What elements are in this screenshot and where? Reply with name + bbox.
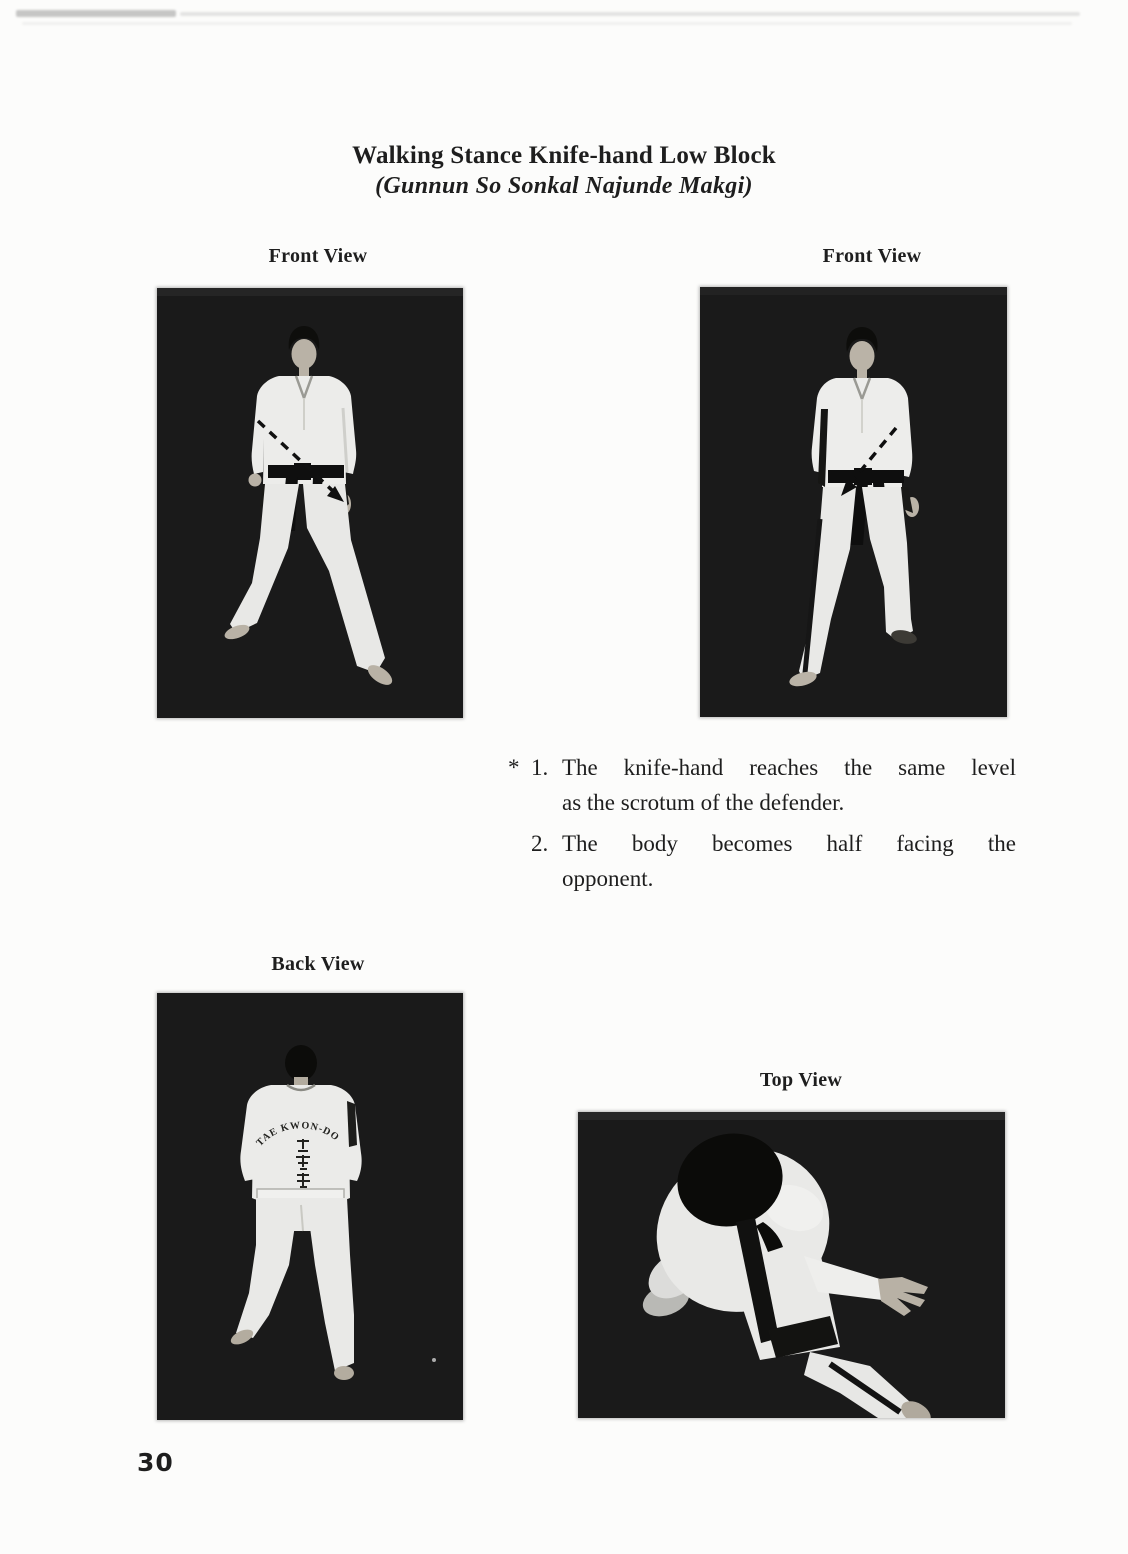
page-title: Walking Stance Knife-hand Low Block — [352, 142, 776, 169]
back-view-illustration — [157, 993, 463, 1420]
note-line: opponent. — [562, 866, 654, 891]
hair — [285, 1045, 317, 1081]
right-foot — [334, 1366, 354, 1380]
note-item-2 — [505, 826, 1020, 896]
scan-artifact — [22, 22, 1072, 25]
title-block — [0, 141, 1128, 201]
note-asterisk: * — [508, 755, 520, 780]
photo-front-view-left — [157, 288, 463, 718]
note-number: 2. — [531, 831, 549, 856]
notes — [505, 750, 1020, 896]
photo-front-view-right — [700, 287, 1007, 717]
top-view-illustration — [578, 1112, 1005, 1418]
photo-top-view — [578, 1112, 1005, 1418]
page-number: 30 — [137, 1448, 174, 1477]
scan-artifact — [180, 12, 1080, 16]
caption-front-view-right: Front View — [822, 245, 922, 267]
scan-artifact — [16, 10, 176, 17]
face — [850, 341, 875, 371]
front-view-right-illustration — [700, 287, 1007, 717]
caption-top-view: Top View — [759, 1069, 843, 1091]
left-fist — [249, 474, 262, 487]
caption-back-view: Back View — [271, 953, 365, 975]
note-line: The body becomes half facing the — [562, 831, 1016, 856]
photo-back-view — [157, 993, 463, 1420]
note-line: as the scrotum of the defender. — [562, 790, 845, 815]
note-item-1 — [505, 750, 1020, 820]
face — [292, 339, 317, 369]
note-number: 1. — [531, 755, 549, 780]
caption-front-view-left: Front View — [268, 245, 368, 267]
front-view-left-illustration — [157, 288, 463, 718]
page-subtitle: (Gunnun So Sonkal Najunde Makgi) — [375, 173, 753, 199]
scan-dust — [432, 1358, 436, 1362]
note-line: The knife-hand reaches the same level — [562, 755, 1016, 780]
uniform-lettering: TAE KWON-DO — [254, 1120, 342, 1149]
